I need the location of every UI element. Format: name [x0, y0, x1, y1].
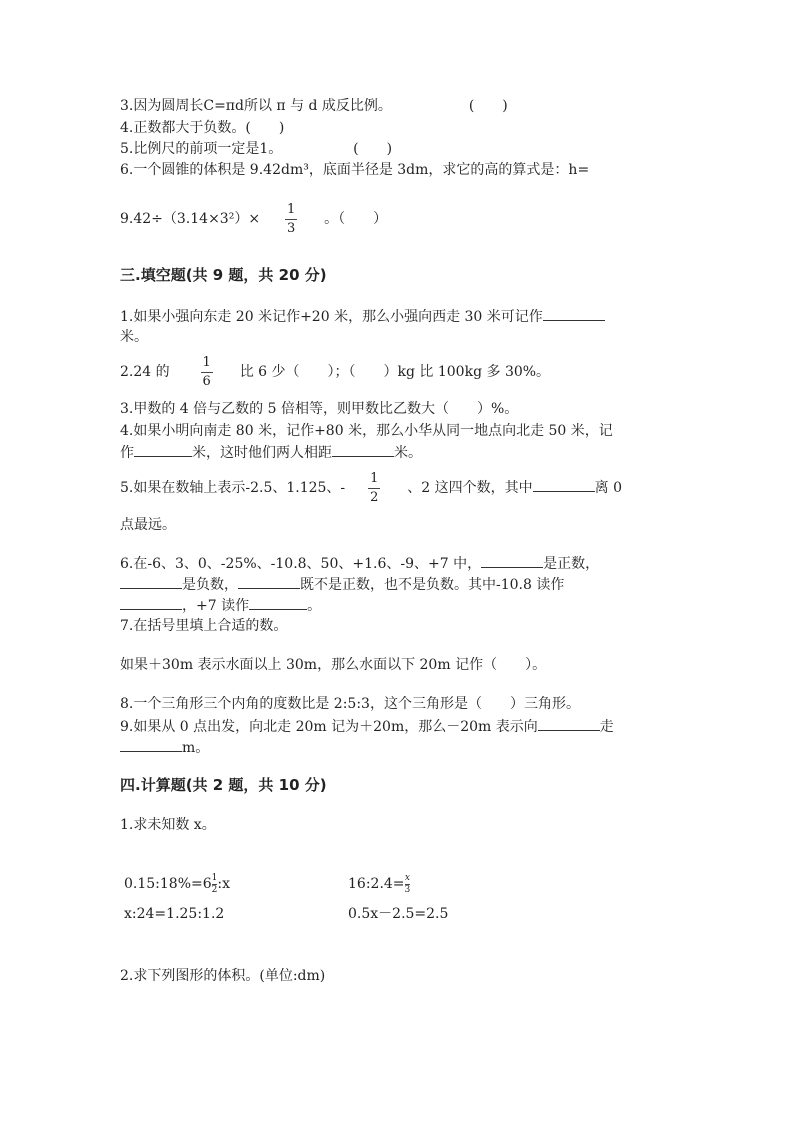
fill-q4-blank-1[interactable] — [134, 442, 192, 457]
judge-q6-answer-paren[interactable]: 。（ ） — [324, 211, 388, 227]
fill-q2-text-pre: 2.24 的 — [120, 364, 170, 380]
fill-q4-text-c: 米。 — [394, 445, 422, 461]
equation-1 — [124, 870, 230, 898]
judge-q6-line1: 6.一个圆锥的体积是 9.42dm³，底面半径是 3dm，求它的高的算式是：h= — [120, 162, 590, 178]
equation-1-right: :x — [217, 876, 231, 892]
judge-q3-text: 3.因为圆周长C=πd所以 π 与 d 成反比例。 — [120, 98, 392, 114]
fraction-numerator: 1 — [286, 201, 296, 217]
fill-q1-text: 1.如果小强向东走 20 米记作+20 米，那么小强向西走 30 米可记作 — [120, 309, 543, 325]
fill-q9-text-c: m。 — [182, 740, 210, 756]
fraction-numerator: 1 — [202, 354, 211, 370]
judge-q5-text: 5.比例尺的前项一定是1。 — [120, 141, 283, 157]
judge-q5-answer-paren[interactable]: ( ) — [353, 141, 393, 157]
equation-2 — [348, 870, 410, 898]
fill-q5-line2: 点最远。 — [120, 517, 176, 533]
equation-1-left: 0.15:18%=6 — [124, 876, 212, 892]
calc-q1: 1.求未知数 x。 — [120, 817, 216, 833]
fill-q6-text-f: 。 — [307, 598, 322, 614]
fill-q6-line2 — [120, 574, 564, 595]
fill-q6-blank-5[interactable] — [249, 595, 307, 610]
equation-2-left: 16:2.4= — [348, 876, 405, 892]
fill-q6-blank-3[interactable] — [238, 574, 300, 589]
equation-3: x:24=1.25:1.2 — [124, 906, 225, 922]
fraction-denominator: 2 — [211, 884, 218, 895]
fill-q4-text-b: 米，这时他们两人相距 — [192, 445, 332, 461]
fill-q7-line2: 如果＋30m 表示水面以上 30m，那么水面以下 20m 记作（ ）。 — [120, 657, 547, 673]
fill-q6-blank-2[interactable] — [120, 574, 182, 589]
fill-q9-blank-1[interactable] — [538, 716, 600, 731]
fraction-bar — [201, 372, 213, 373]
fill-q4-text-a: 作 — [120, 445, 134, 461]
fill-q2-text-post: 比 6 少（ ）；（ ）kg 比 100kg 多 30%。 — [239, 364, 551, 380]
judge-q6-line2 — [120, 201, 387, 237]
fill-q9-text-a: 9.如果从 0 点出发，向北走 20m 记为＋20m，那么－20m 表示向 — [120, 719, 538, 735]
fraction-bar — [285, 219, 297, 220]
fraction-numerator: 1 — [370, 470, 379, 486]
fill-q4-line2 — [120, 442, 422, 463]
fill-q8: 8.一个三角形三个内角的度数比是 2:5:3，这个三角形是（ ）三角形。 — [120, 696, 580, 712]
section3-heading: 三.填空题(共 9 题，共 20 分) — [120, 266, 327, 284]
fraction-denominator: 3 — [404, 884, 411, 895]
fill-q4-line1: 4.如果小明向南走 80 米，记作+80 米，那么小华从同一地点向北走 50 米，记 — [120, 423, 613, 439]
judge-q3 — [120, 96, 508, 116]
fill-q6-text-e: ，+7 读作 — [182, 598, 250, 614]
fill-q2 — [120, 354, 550, 390]
judge-q4 — [120, 118, 284, 138]
calc-q2: 2.求下列图形的体积。(单位:dm) — [120, 968, 326, 984]
judge-q3-answer-paren[interactable]: ( ) — [468, 98, 508, 114]
fill-q5-line1 — [120, 469, 622, 507]
fill-q6-text-a: 6.在-6、3、0、-25%、-10.8、50、+1.6、-9、+7 中， — [120, 556, 482, 572]
fill-q9-line2 — [120, 737, 209, 758]
fraction-numerator: x — [404, 872, 410, 883]
fraction-denominator: 2 — [370, 489, 379, 505]
fraction-numerator: 1 — [211, 872, 218, 883]
judge-q5 — [120, 139, 392, 159]
fraction-denominator: 3 — [286, 220, 296, 236]
fill-q9-line1 — [120, 716, 614, 737]
fill-q5-fraction — [368, 472, 380, 505]
fill-q6-blank-1[interactable] — [481, 553, 543, 568]
fill-q6-text-b: 是正数， — [543, 556, 600, 572]
fill-q6-text-d: 既不是正数，也不是负数。其中-10.8 读作 — [300, 577, 565, 593]
fill-q6-blank-4[interactable] — [120, 595, 182, 610]
fill-q5-blank[interactable] — [533, 477, 595, 492]
equation-4: 0.5x－2.5=2.5 — [348, 906, 449, 922]
fill-q6-text-c: 是负数， — [182, 577, 238, 593]
judge-q6-fraction — [285, 203, 297, 236]
fill-q2-fraction — [201, 356, 213, 389]
fill-q5-text-pre: 5.如果在数轴上表示-2.5、1.125、- — [120, 480, 346, 496]
judge-q6-expression: 9.42÷（3.14×3²）× — [120, 211, 261, 227]
fraction-denominator: 6 — [202, 373, 211, 389]
section4-heading: 四.计算题(共 2 题，共 10 分) — [120, 776, 327, 794]
fill-q1-blank[interactable] — [543, 306, 605, 321]
judge-q4-answer-paren[interactable]: ( ) — [245, 120, 285, 136]
fraction-bar — [368, 488, 380, 489]
fill-q4-blank-2[interactable] — [332, 442, 394, 457]
fill-q9-blank-2[interactable] — [120, 737, 182, 752]
fill-q5-text-post2: 离 0 — [594, 480, 622, 496]
fill-q1-line2: 米。 — [120, 329, 148, 345]
fill-q6-line1 — [120, 553, 599, 574]
fill-q9-text-b: 走 — [599, 719, 614, 735]
fill-q7-line1: 7.在括号里填上合适的数。 — [120, 618, 288, 634]
fill-q3: 3.甲数的 4 倍与乙数的 5 倍相等，则甲数比乙数大（ ）%。 — [120, 401, 519, 417]
fill-q6-line3 — [120, 595, 321, 616]
fill-q1-line1 — [120, 306, 605, 327]
judge-q4-text: 4.正数都大于负数。 — [120, 120, 246, 136]
equation-2-fraction — [405, 874, 411, 895]
fill-q5-text-post: 、2 这四个数，其中 — [407, 480, 533, 496]
